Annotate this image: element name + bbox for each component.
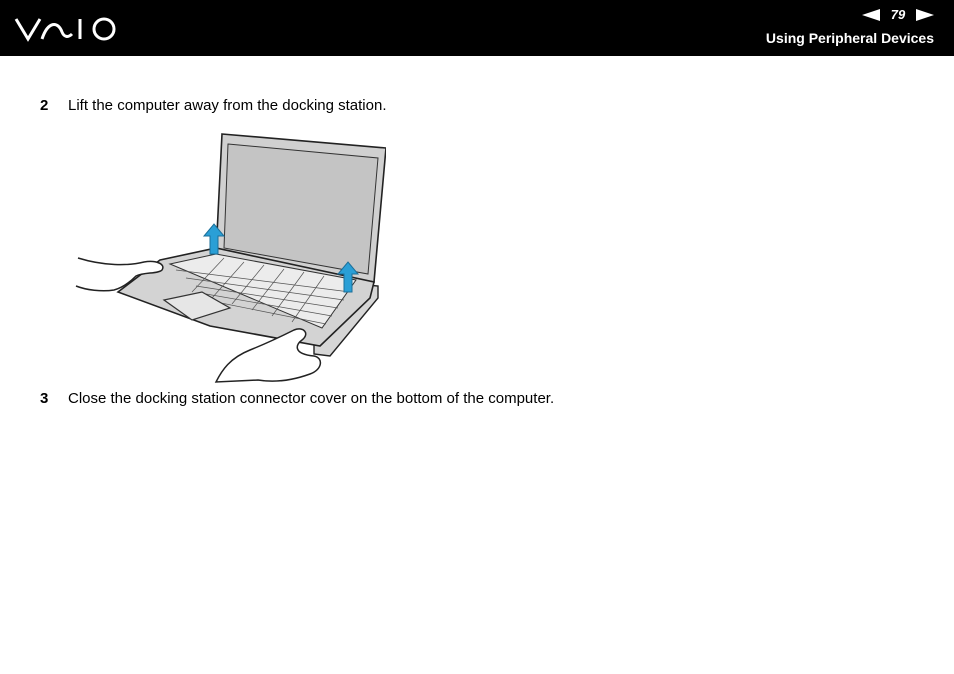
step-text: Close the docking station connector cover on the bottom of the computer. bbox=[68, 390, 555, 407]
triangle-left-icon[interactable] bbox=[862, 9, 880, 21]
step-number: 3 bbox=[40, 390, 49, 407]
page-navigation bbox=[862, 7, 934, 22]
page-header bbox=[0, 0, 954, 56]
triangle-right-icon[interactable] bbox=[916, 9, 934, 21]
laptop-lift-illustration bbox=[74, 130, 386, 386]
step-2 bbox=[40, 97, 387, 114]
step-3 bbox=[40, 390, 554, 407]
page-number: 79 bbox=[890, 7, 906, 22]
step-text: Lift the computer away from the docking station. bbox=[68, 97, 387, 114]
step-number: 2 bbox=[40, 97, 49, 114]
section-title: Using Peripheral Devices bbox=[765, 30, 934, 46]
vaio-logo bbox=[14, 14, 122, 44]
